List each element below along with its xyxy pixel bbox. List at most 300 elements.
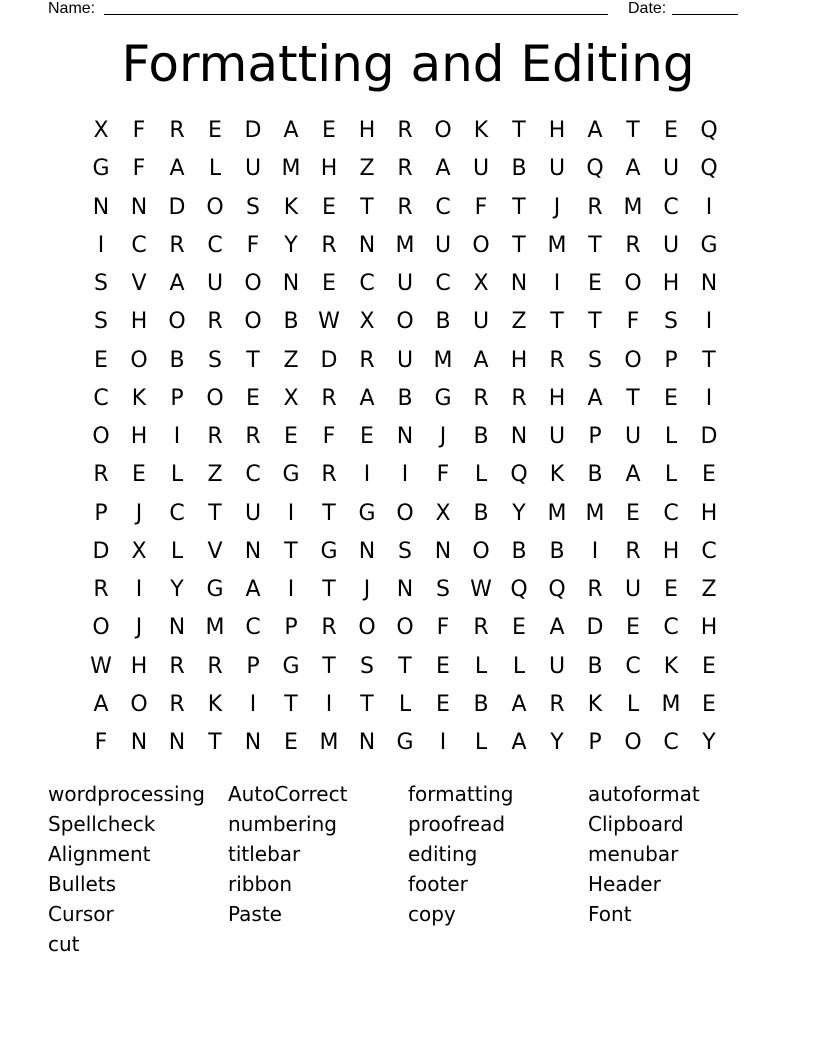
grid-letter: C [625,653,641,679]
grid-letter: T [246,347,260,373]
grid-letter: R [169,118,185,143]
grid-letter: H [358,118,376,143]
grid-letter: Q [700,118,718,143]
grid-letter: M [585,500,605,526]
grid-letter: K [207,691,223,717]
word-list-item: titlebar [228,842,301,866]
grid-letter: C [169,500,185,526]
grid-letter: R [207,424,223,449]
grid-letter: M [547,500,567,526]
grid-letter: B [587,462,603,488]
grid-letter: H [130,653,148,679]
grid-row [82,342,728,380]
grid-row [82,380,728,418]
grid-letter: T [398,653,412,679]
grid-letter: L [512,653,526,679]
word-list-item: autoformat [588,782,700,806]
word-list-item: Clipboard [588,812,684,836]
grid-letter: R [625,232,641,258]
grid-letter: T [588,309,602,335]
grid-letter: A [587,385,603,411]
grid-letter: H [510,347,528,373]
grid-letter: E [626,615,640,641]
grid-letter: N [510,424,528,449]
grid-letter: R [169,232,185,258]
grid-letter: U [624,424,642,449]
grid-letter: B [169,347,185,373]
grid-letter: L [208,156,222,182]
grid-letter: T [512,232,526,258]
grid-letter: W [470,577,492,602]
grid-row [82,571,728,609]
grid-letter: U [472,309,490,335]
word-list-item: cut [48,932,80,956]
grid-letter: G [92,156,110,182]
grid-letter: N [282,271,300,296]
grid-letter: Y [550,730,564,755]
grid-letter: F [132,118,146,143]
grid-letter: A [587,118,603,143]
word-list-item: Font [588,902,632,926]
grid-letter: Q [700,156,718,182]
grid-letter: H [662,538,680,564]
grid-letter: U [662,156,680,182]
grid-letter: L [170,538,184,564]
grid-letter: G [320,538,338,564]
grid-letter: B [511,538,527,564]
grid-letter: Z [359,156,375,182]
grid-letter: P [170,385,184,411]
grid-letter: T [208,500,222,526]
grid-letter: A [169,271,185,296]
grid-letter: B [511,156,527,182]
grid-letter: R [549,347,565,373]
grid-letter: B [283,309,299,335]
name-blank-line [104,14,608,15]
grid-letter: Y [170,577,184,602]
grid-letter: D [320,347,338,373]
grid-letter: R [321,385,337,411]
grid-row [82,686,728,724]
grid-letter: X [93,118,109,143]
grid-row [82,418,728,456]
grid-letter: C [245,615,261,641]
grid-letter: K [587,691,603,717]
grid-letter: A [283,118,299,143]
grid-letter: A [625,156,641,182]
grid-letter: J [439,424,447,449]
header-line [48,0,740,20]
grid-letter: O [130,347,148,373]
grid-letter: D [92,538,110,564]
grid-letter: O [434,118,452,143]
grid-letter: M [661,691,681,717]
grid-letter: E [436,653,450,679]
grid-letter: E [664,577,678,602]
word-list-item: footer [408,872,468,896]
grid-letter: O [206,385,224,411]
grid-letter: U [206,271,224,296]
grid-letter: T [360,194,374,220]
grid-letter: P [94,500,108,526]
grid-letter: N [396,424,414,449]
grid-letter: R [511,385,527,411]
grid-letter: Q [510,462,528,488]
grid-letter: W [318,309,340,335]
grid-letter: E [208,118,222,143]
word-list-item: copy [408,902,456,926]
grid-letter: U [396,271,414,296]
grid-letter: X [283,385,299,411]
grid-letter: N [396,577,414,602]
grid-letter: R [473,385,489,411]
grid-letter: M [281,156,301,182]
grid-letter: H [130,424,148,449]
grid-letter: T [550,309,564,335]
grid-letter: O [92,615,110,641]
grid-letter: I [401,462,409,488]
grid-letter: R [207,653,223,679]
grid-letter: J [135,615,143,641]
word-list-item: menubar [588,842,679,866]
grid-letter: R [359,347,375,373]
grid-letter: L [474,462,488,488]
grid-letter: R [549,691,565,717]
grid-letter: B [473,424,489,449]
grid-letter: K [663,653,679,679]
grid-letter: C [435,271,451,296]
grid-letter: S [246,194,260,220]
grid-letter: D [700,424,718,449]
grid-letter: U [548,156,566,182]
grid-row [82,648,728,686]
date-label: Date: [628,0,667,17]
word-list-item: formatting [408,782,514,806]
grid-letter: T [284,691,298,717]
grid-letter: I [705,309,713,335]
grid-letter: G [358,500,376,526]
grid-letter: F [322,424,336,449]
grid-letter: C [131,232,147,258]
grid-letter: A [169,156,185,182]
grid-letter: K [473,118,489,143]
word-list-item: Header [588,872,661,896]
word-list-item: Paste [228,902,282,926]
grid-row [82,189,728,227]
grid-letter: R [397,194,413,220]
grid-letter: X [131,538,147,564]
grid-letter: M [623,194,643,220]
grid-letter: M [205,615,225,641]
grid-letter: U [662,232,680,258]
grid-letter: T [626,118,640,143]
grid-letter: G [282,462,300,488]
grid-letter: E [246,385,260,411]
grid-letter: A [245,577,261,602]
grid-letter: O [472,232,490,258]
grid-letter: I [135,577,143,602]
grid-letter: C [663,194,679,220]
grid-letter: R [93,462,109,488]
grid-row [82,150,728,188]
grid-letter: D [168,194,186,220]
grid-letter: W [90,653,112,679]
grid-row [82,724,728,762]
grid-letter: V [131,271,147,296]
grid-letter: S [360,653,374,679]
page-title: Formatting and Editing [121,35,695,93]
grid-letter: F [132,156,146,182]
grid-letter: O [396,309,414,335]
grid-letter: Q [586,156,604,182]
grid-letter: I [173,424,181,449]
grid-letter: Y [284,232,298,258]
grid-letter: R [473,615,489,641]
grid-letter: E [322,194,336,220]
grid-letter: X [359,309,375,335]
grid-letter: B [587,653,603,679]
word-list-item: proofread [408,812,506,836]
grid-letter: C [93,385,109,411]
grid-letter: N [244,538,262,564]
word-list-item: ribbon [228,872,293,896]
grid-letter: R [321,615,337,641]
grid-letter: P [664,347,678,373]
word-list-item: wordprocessing [48,782,205,806]
grid-letter: O [624,347,642,373]
grid-letter: U [472,156,490,182]
grid-letter: N [510,271,528,296]
grid-letter: L [474,730,488,755]
grid-letter: F [626,309,640,335]
grid-letter: A [435,156,451,182]
grid-letter: I [287,577,295,602]
grid-letter: C [359,271,375,296]
grid-letter: E [588,271,602,296]
grid-letter: C [245,462,261,488]
grid-letter: F [94,730,108,755]
grid-letter: O [206,194,224,220]
grid-letter: N [358,232,376,258]
grid-letter: A [549,615,565,641]
grid-letter: E [702,691,716,717]
grid-letter: P [284,615,298,641]
grid-letter: M [395,232,415,258]
grid-letter: U [624,577,642,602]
grid-letter: T [208,730,222,755]
grid-row [82,227,728,265]
grid-letter: N [92,194,110,220]
grid-letter: N [130,730,148,755]
grid-letter: S [398,538,412,564]
grid-letter: N [244,730,262,755]
grid-letter: G [434,385,452,411]
grid-letter: K [131,385,147,411]
grid-letter: L [626,691,640,717]
grid-letter: P [588,424,602,449]
grid-letter: I [439,730,447,755]
grid-letter: B [397,385,413,411]
grid-letter: B [473,500,489,526]
grid-letter: T [284,538,298,564]
grid-letter: S [208,347,222,373]
grid-letter: P [246,653,260,679]
grid-letter: H [700,500,718,526]
grid-letter: K [283,194,299,220]
grid-letter: L [170,462,184,488]
grid-letter: O [624,730,642,755]
grid-letter: B [549,538,565,564]
grid-letter: P [588,730,602,755]
grid-letter: G [282,653,300,679]
grid-letter: N [358,730,376,755]
word-list-item: AutoCorrect [228,782,348,806]
grid-letter: X [435,500,451,526]
grid-letter: O [396,500,414,526]
word-list-item: numbering [228,812,337,836]
grid-letter: H [700,615,718,641]
grid-letter: Z [701,577,717,602]
grid-row [82,265,728,303]
grid-letter: C [435,194,451,220]
grid-letter: L [474,653,488,679]
grid-letter: U [244,156,262,182]
grid-letter: D [244,118,262,143]
grid-letter: G [700,232,718,258]
grid-letter: T [322,500,336,526]
grid-letter: A [93,691,109,717]
grid-letter: H [548,385,566,411]
grid-letter: F [246,232,260,258]
grid-letter: E [322,271,336,296]
grid-letter: O [358,615,376,641]
grid-letter: I [553,271,561,296]
grid-letter: C [207,232,223,258]
grid-letter: I [97,232,105,258]
grid-letter: I [325,691,333,717]
grid-letter: H [130,309,148,335]
grid-letter: S [94,271,108,296]
grid-letter: E [664,385,678,411]
grid-letter: R [93,577,109,602]
grid-letter: E [132,462,146,488]
grid-letter: I [591,538,599,564]
grid-letter: A [359,385,375,411]
date-blank-line [672,14,738,15]
grid-letter: E [322,118,336,143]
grid-letter: J [553,194,561,220]
grid-letter: H [548,118,566,143]
grid-letter: A [511,730,527,755]
grid-letter: Z [511,309,527,335]
grid-letter: T [360,691,374,717]
grid-letter: R [245,424,261,449]
grid-row [82,495,728,533]
grid-letter: Z [207,462,223,488]
grid-letter: O [472,538,490,564]
grid-letter: L [664,424,678,449]
grid-letter: S [664,309,678,335]
grid-letter: I [287,500,295,526]
grid-letter: J [363,577,371,602]
grid-letter: T [588,232,602,258]
grid-row [82,456,728,494]
grid-letter: T [626,385,640,411]
grid-letter: R [625,538,641,564]
name-label: Name: [48,0,96,17]
grid-letter: E [626,500,640,526]
grid-letter: N [168,730,186,755]
grid-letter: N [358,538,376,564]
grid-letter: U [434,232,452,258]
grid-letter: Y [702,730,716,755]
grid-letter: M [547,232,567,258]
grid-letter: J [135,500,143,526]
grid-letter: N [168,615,186,641]
grid-row [82,533,728,571]
grid-letter: T [322,653,336,679]
grid-letter: R [207,309,223,335]
grid-letter: C [701,538,717,564]
grid-letter: R [397,156,413,182]
grid-letter: F [474,194,488,220]
grid-letter: X [473,271,489,296]
grid-letter: R [321,462,337,488]
grid-letter: E [436,691,450,717]
grid-letter: E [94,347,108,373]
grid-letter: F [436,462,450,488]
grid-letter: G [206,577,224,602]
grid-letter: A [511,691,527,717]
word-list-item: Cursor [48,902,114,926]
grid-letter: C [663,500,679,526]
grid-letter: S [588,347,602,373]
grid-letter: V [207,538,223,564]
grid-letter: T [512,118,526,143]
grid-letter: Y [512,500,526,526]
grid-letter: R [587,577,603,602]
grid-letter: F [436,615,450,641]
grid-letter: O [244,271,262,296]
grid-letter: T [702,347,716,373]
grid-letter: O [168,309,186,335]
grid-letter: E [360,424,374,449]
grid-letter: S [436,577,450,602]
grid-letter: U [396,347,414,373]
grid-letter: R [169,653,185,679]
grid-letter: I [705,385,713,411]
grid-letter: N [434,538,452,564]
grid-letter: I [249,691,257,717]
grid-letter: M [319,730,339,755]
grid-letter: U [244,500,262,526]
word-list-item: Spellcheck [48,812,156,836]
grid-letter: C [663,615,679,641]
grid-letter: C [663,730,679,755]
grid-letter: A [473,347,489,373]
grid-letter: E [702,462,716,488]
grid-letter: E [702,653,716,679]
grid-letter: L [398,691,412,717]
grid-letter: B [473,691,489,717]
grid-letter: H [662,271,680,296]
grid-letter: O [92,424,110,449]
grid-letter: S [94,309,108,335]
grid-letter: E [512,615,526,641]
grid-letter: L [664,462,678,488]
grid-row [82,609,728,647]
grid-row [82,303,728,341]
